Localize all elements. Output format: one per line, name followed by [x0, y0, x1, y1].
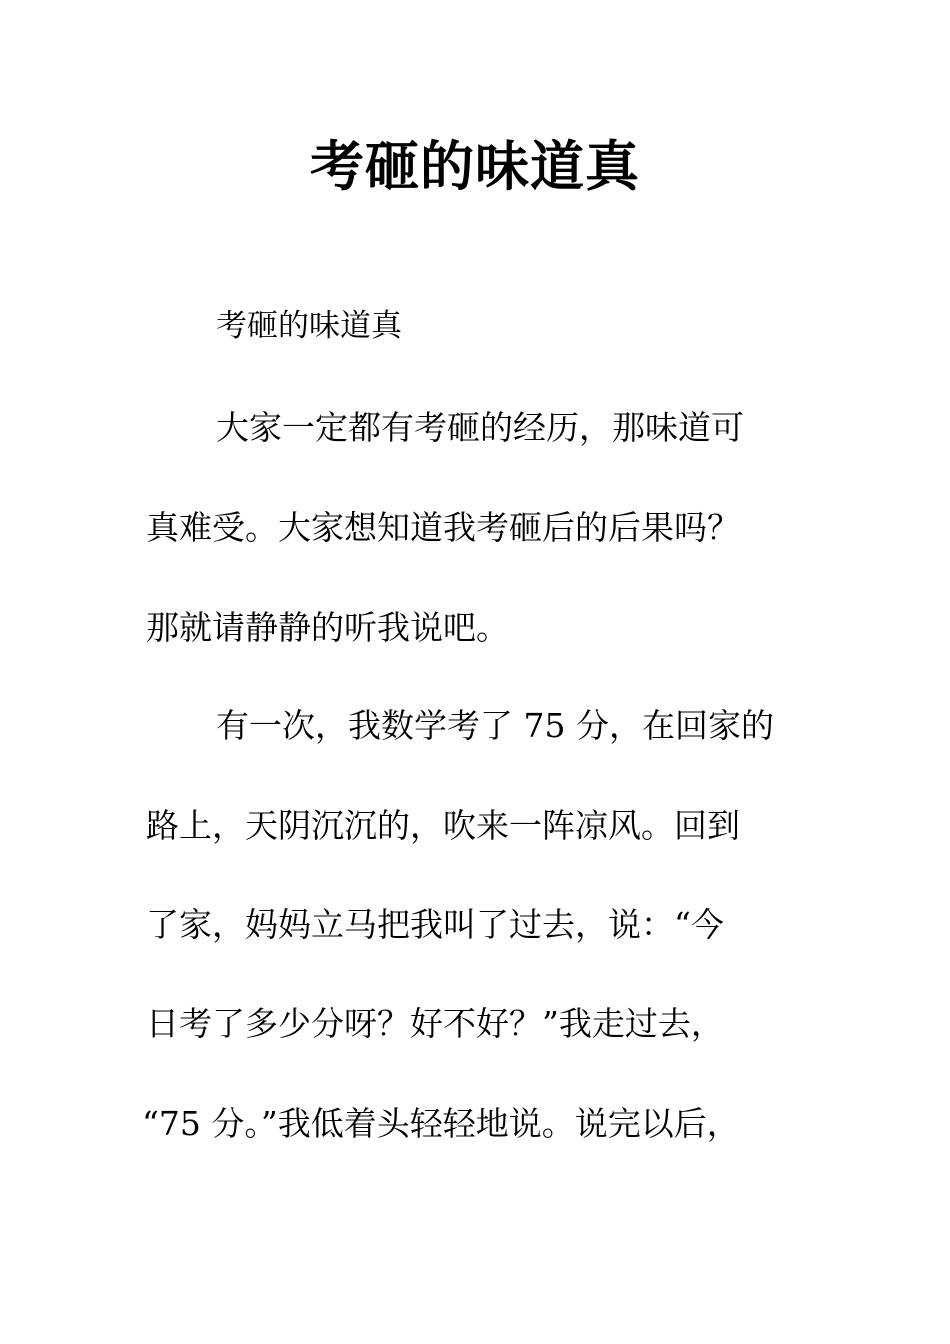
paragraph-line: “75 分。”我低着头轻轻地说。说完以后，	[142, 1104, 740, 1143]
paragraph-line: 有一次，我数学考了 75 分，在回家的	[216, 706, 774, 745]
document-title: 考砸的味道真	[310, 134, 640, 198]
paragraph-line: 真难受。大家想知道我考砸后的后果吗？	[146, 508, 740, 547]
paragraph-line: 日考了多少分呀？好不好？”我走过去，	[146, 1004, 724, 1043]
paragraph-line: 路上，天阴沉沉的，吹来一阵凉风。回到	[146, 806, 740, 845]
document-subtitle: 考砸的味道真	[216, 308, 402, 344]
paragraph-line: 那就请静静的听我说吧。	[146, 608, 509, 647]
paragraph-line: 大家一定都有考砸的经历，那味道可	[216, 408, 744, 447]
paragraph-line: 了家，妈妈立马把我叫了过去，说：“今	[146, 905, 724, 944]
